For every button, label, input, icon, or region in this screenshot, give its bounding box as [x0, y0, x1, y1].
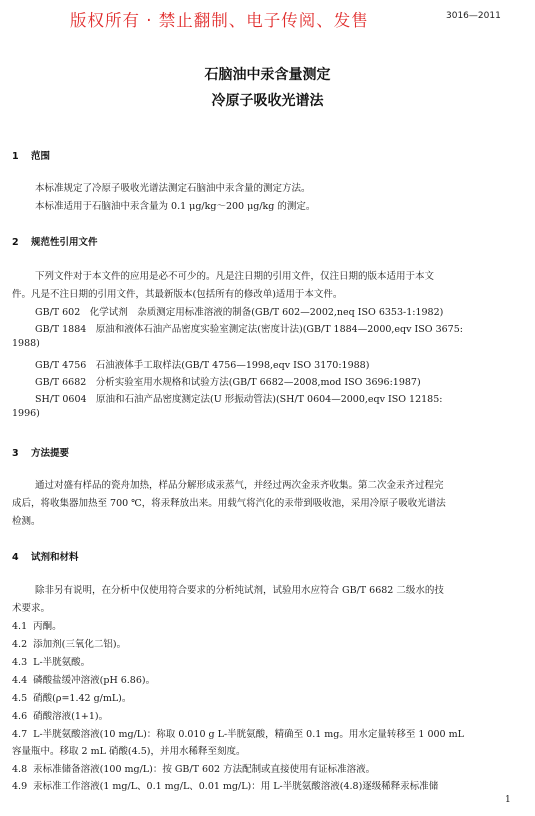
section-1-heading: [12, 148, 50, 162]
reference-item: GB/T 4756 石油液体手工取样法(GB/T 4756—1998,eqv ISO 3170:1988): [35, 360, 370, 371]
section-title: 规范性引用文件: [31, 237, 98, 248]
document-title-line1: 石脑油中汞含量测定: [204, 67, 331, 83]
section-number: 3: [12, 448, 19, 459]
item-number: 4.5: [12, 693, 28, 704]
paragraph: 除非另有说明，在分析中仅使用符合要求的分析纯试剂，试验用水应符合 GB/T 6682 二级水的技: [35, 585, 444, 596]
section-4-heading: [12, 549, 79, 563]
section-number: 1: [12, 151, 19, 162]
paragraph: 术要求。: [12, 603, 51, 614]
item-text: 硝酸溶液(1+1)。: [33, 711, 109, 722]
section-title: 范围: [31, 151, 51, 162]
paragraph: 下列文件对于本文件的应用是必不可少的。凡是注日期的引用文件，仅注日期的版本适用于本文: [35, 271, 435, 282]
reference-item: GB/T 1884 原油和液体石油产品密度实验室测定法(密度计法)(GB/T 1884—2000,eqv ISO 3675:: [35, 324, 463, 335]
standard-number: 3016—2011: [446, 11, 501, 21]
section-number: 4: [12, 552, 19, 563]
item-number: 4.2: [12, 639, 28, 650]
item-text: 丙酮。: [33, 621, 62, 632]
reference-item: GB/T 6682 分析实验室用水规格和试验方法(GB/T 6682—2008,mod ISO 3696:1987): [35, 377, 421, 388]
reference-item-continuation: 1996): [12, 408, 40, 419]
document-title-line2: 冷原子吸收光谱法: [211, 93, 324, 109]
paragraph: 本标准适用于石脑油中汞含量为 0.1 μg/kg～200 μg/kg 的测定。: [35, 201, 316, 212]
list-item: [12, 690, 131, 704]
item-text: 添加剂(三氧化二铝)。: [33, 639, 127, 650]
paragraph: 本标准规定了冷原子吸收光谱法测定石脑油中汞含量的测定方法。: [35, 183, 311, 194]
paragraph: 成后，将收集器加热至 700 ℃，将汞释放出来。用载气将汽化的汞带到吸收池，采用冷原子吸收光谱法: [12, 498, 446, 509]
reference-item: GB/T 602 化学试剂 杂质测定用标准溶液的制备(GB/T 602—2002,neq ISO 6353-1:1982): [35, 307, 444, 318]
list-item: [12, 672, 155, 686]
section-2-heading: [12, 234, 98, 248]
section-title: 试剂和材料: [31, 552, 79, 563]
list-item: [12, 761, 375, 775]
list-item: [12, 654, 90, 668]
page-number: 1: [505, 795, 511, 805]
list-item: [12, 726, 464, 740]
item-number: 4.9: [12, 781, 28, 792]
list-item: [12, 636, 126, 650]
item-text: L-半胱氨酸溶液(10 mg/L)：称取 0.010 g L-半胱氨酸，精确至 0.1 mg。用水定量转移至 1 000 mL: [33, 729, 464, 740]
list-item: [12, 618, 62, 632]
reference-item: SH/T 0604 原油和石油产品密度测定法(U 形振动管法)(SH/T 0604—2000,eqv ISO 12185:: [35, 394, 443, 405]
item-text: 汞标准储备溶液(100 mg/L)：按 GB/T 602 方法配制或直接使用有证标准溶液。: [33, 764, 376, 775]
item-number: 4.4: [12, 675, 28, 686]
paragraph: 检测。: [12, 516, 41, 527]
list-item: [12, 778, 438, 792]
section-number: 2: [12, 237, 19, 248]
item-number: 4.7: [12, 729, 28, 740]
list-item-continuation: 容量瓶中。移取 2 mL 硝酸(4.5)，并用水稀释至刻度。: [12, 746, 246, 757]
item-number: 4.6: [12, 711, 28, 722]
paragraph: 通过对盛有样品的瓷舟加热，样品分解形成汞蒸气，并经过两次金汞齐收集。第二次金汞齐过程完: [35, 480, 444, 491]
item-text: 硝酸(ρ=1.42 g/mL)。: [33, 693, 132, 704]
section-title: 方法提要: [31, 448, 70, 459]
item-text: 汞标准工作溶液(1 mg/L、0.1 mg/L、0.01 mg/L)：用 L-半胱氨酸溶液(4.8)逐级稀释汞标准储: [33, 781, 439, 792]
section-3-heading: [12, 445, 69, 459]
item-number: 4.3: [12, 657, 28, 668]
list-item: [12, 708, 108, 722]
item-number: 4.1: [12, 621, 28, 632]
paragraph: 件。凡是不注日期的引用文件，其最新版本(包括所有的修改单)适用于本文件。: [12, 289, 343, 300]
item-text: L-半胱氨酸。: [33, 657, 91, 668]
reference-item-continuation: 1988): [12, 338, 40, 349]
item-number: 4.8: [12, 764, 28, 775]
watermark-text: 版权所有 · 禁止翻制、电子传阅、发售: [70, 11, 369, 30]
item-text: 磷酸盐缓冲溶液(pH 6.86)。: [33, 675, 156, 686]
